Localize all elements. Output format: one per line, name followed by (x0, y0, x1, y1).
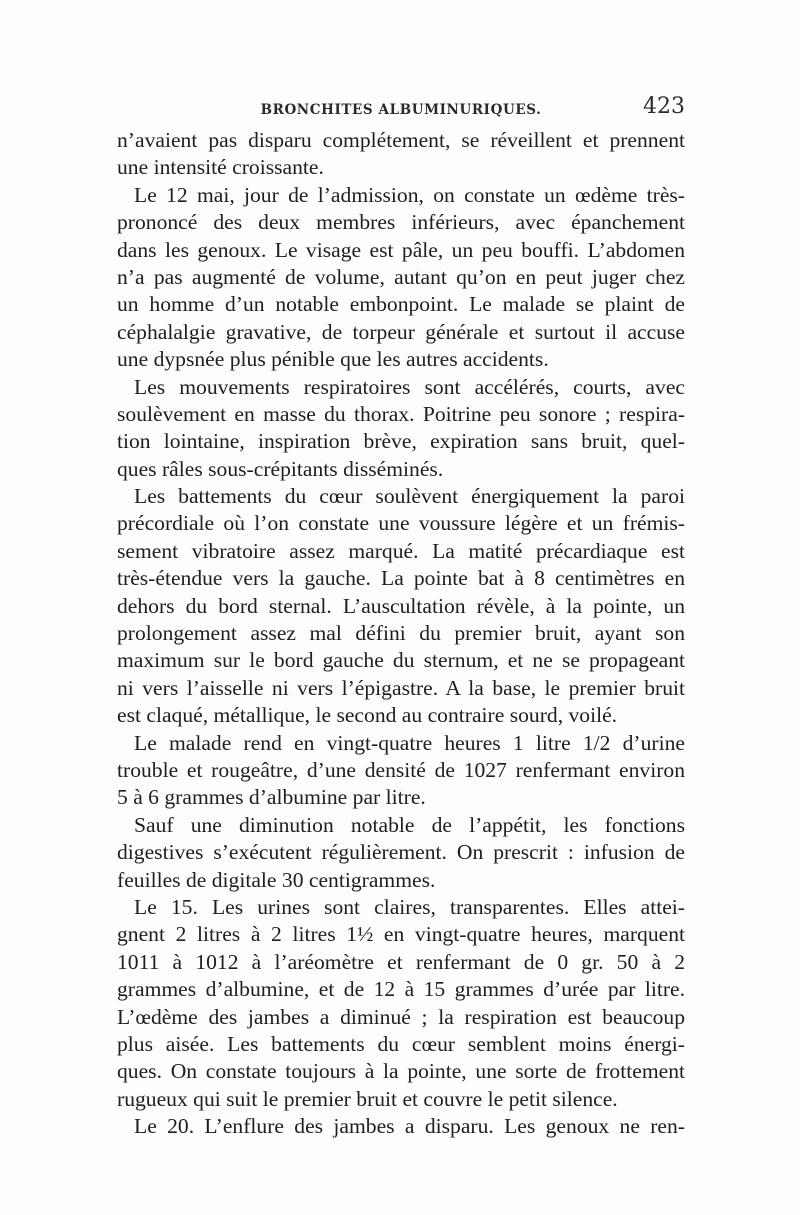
text-line: ques. On constate toujours à la pointe, une sorte de frottement (117, 1059, 685, 1084)
page-number: 423 (643, 94, 685, 119)
text-line: soulèvement en masse du thorax. Poitrine peu sonore ; respira- (117, 401, 685, 426)
text-line: gnent 2 litres à 2 litres 1½ en vingt-quatre heures, marquent (117, 922, 685, 947)
text-line: ni vers l’aisselle ni vers l’épigastre. A la base, le premier bruit (117, 675, 685, 700)
text-line: prolongement assez mal défini du premier bruit, ayant son (117, 621, 685, 646)
text-line: sement vibratoire assez marqué. La matité précardiaque est (117, 538, 685, 563)
text-line: feuilles de digitale 30 centigrammes. (117, 867, 436, 892)
text-line: est claqué, métallique, le second au contraire sourd, voilé. (117, 703, 618, 728)
text-line: n’avaient pas disparu complétement, se réveillent et prennent (117, 128, 685, 152)
text-line: prononcé des deux membres inférieurs, avec épanchement (117, 210, 685, 235)
text-line: dans les genoux. Le visage est pâle, un peu bouffi. L’abdomen (117, 237, 685, 262)
text-line: trouble et rougeâtre, d’une densité de 1027 renfermant environ (117, 757, 685, 782)
text-line: précordiale où l’on constate une voussure légère et un frémis- (117, 511, 685, 536)
text-line: 1011 à 1012 à l’aréomètre et renfermant de 0 gr. 50 à 2 (117, 949, 685, 974)
text-line: Le malade rend en vingt-quatre heures 1 litre 1/2 d’urine (134, 730, 685, 755)
text-line: Les mouvements respiratoires sont accélérés, courts, avec (134, 374, 685, 399)
text-line: maximum sur le bord gauche du sternum, et ne se propageant (117, 648, 685, 673)
text-line: tion lointaine, inspiration brève, expiration sans bruit, quel- (117, 429, 685, 454)
running-title: BRONCHITES ALBUMINURIQUES. (260, 102, 542, 118)
text-line: L’œdème des jambes a diminué ; la respiration est beaucoup (117, 1004, 685, 1029)
text-line: un homme d’un notable embonpoint. Le malade se plaint de (117, 292, 685, 317)
text-line: rugueux qui suit le premier bruit et couvre le petit silence. (117, 1086, 618, 1111)
text-line: Le 15. Les urines sont claires, transparentes. Elles attei- (134, 894, 685, 919)
text-line: Le 20. L’enflure des jambes a disparu. Les genoux ne ren- (134, 1114, 685, 1139)
text-line: n’a pas augmenté de volume, autant qu’on en peut juger chez (117, 264, 685, 289)
text-line: céphalalgie gravative, de torpeur générale et surtout il accuse (117, 319, 685, 344)
body-text (117, 127, 685, 1140)
text-line: dehors du bord sternal. L’auscultation révèle, à la pointe, un (117, 593, 685, 618)
text-line: grammes d’albumine, et de 12 à 15 grammes d’urée par litre. (117, 977, 685, 1002)
text-line: très-étendue vers la gauche. La pointe bat à 8 centimètres en (117, 566, 685, 591)
text-line: Sauf une diminution notable de l’appétit, les fonctions (134, 812, 685, 837)
text-line: digestives s’exécutent régulièrement. On prescrit : infusion de (117, 840, 685, 865)
running-head (117, 88, 685, 128)
text-line: Le 12 mai, jour de l’admission, on constate un œdème très- (134, 182, 685, 207)
text-line: Les battements du cœur soulèvent énergiquement la paroi (134, 484, 685, 509)
text-line: plus aisée. Les battements du cœur semblent moins énergi- (117, 1031, 685, 1056)
text-line: 5 à 6 grammes d’albumine par litre. (117, 785, 426, 810)
text-line: une dypsnée plus pénible que les autres accidents. (117, 347, 549, 372)
text-line: une intensité croissante. (117, 155, 324, 180)
text-line: ques râles sous-crépitants disséminés. (117, 456, 444, 481)
